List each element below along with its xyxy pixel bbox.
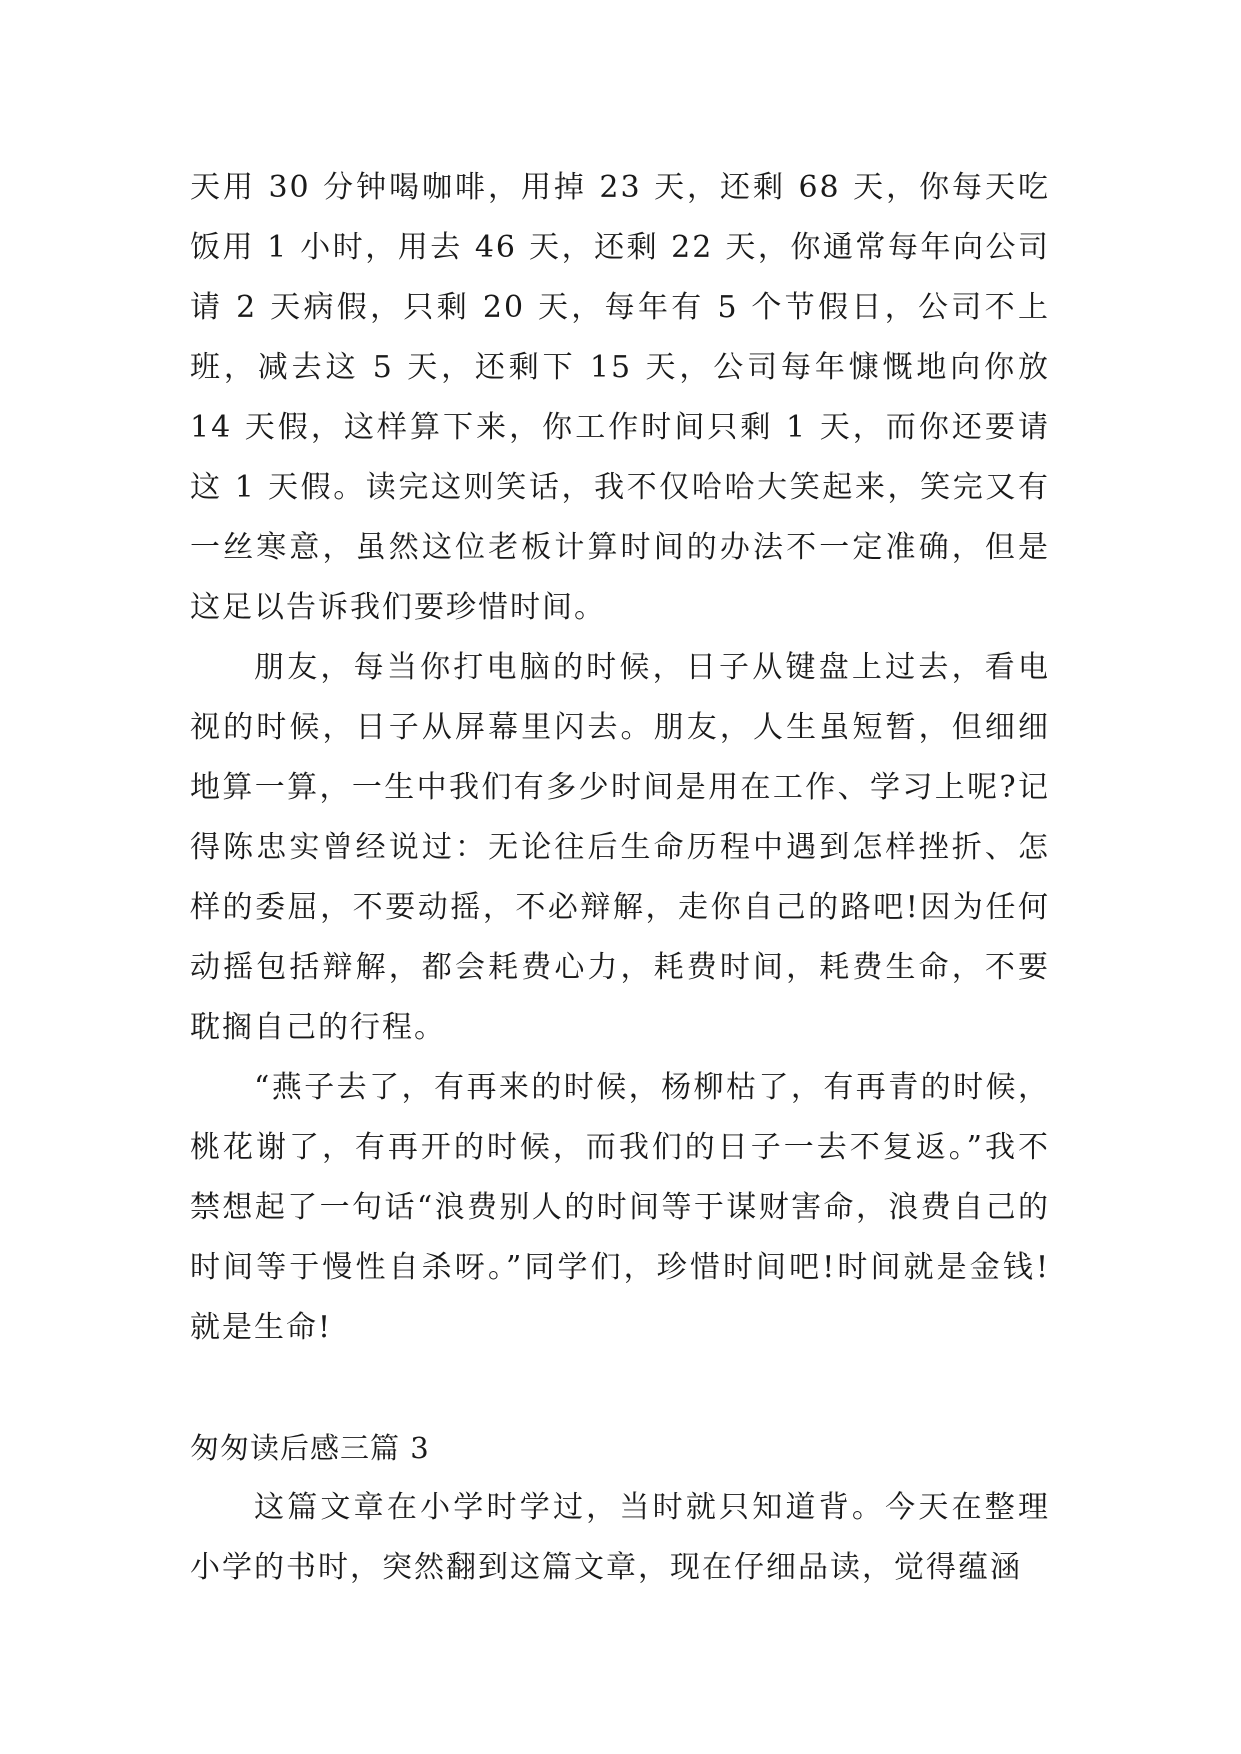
paragraph-continued: 天用 30 分钟喝咖啡，用掉 23 天，还剩 68 天，你每天吃饭用 1 小时，用去 46 天，还剩 22 天，你通常每年向公司请 2 天病假，只剩 20 天，每年有 5 个节假日，公司不上班，减去这 5 天，还剩下 15 天，公司每年慷慨地向你放 14 天假，这样算下来，你工作时间只剩 1 天，而你还要请这 1 天假。读完这则笑话，我不仅哈哈大笑起来，笑完又有一丝寒意，虽然这位老板计算时间的办法不一定准确，但是这足以告诉我们要珍惜时间。 [190, 170, 1062, 625]
section-heading: 匆匆读后感三篇 3 [190, 1431, 430, 1465]
paragraph-quote: “燕子去了，有再来的时候，杨柳枯了，有再青的时候，桃花谢了，有再开的时候，而我们的日子一去不复返。”我不禁想起了一句话“浪费别人的时间等于谋财害命，浪费自己的时间等于慢性自杀呀。”同学们，珍惜时间吧!时间就是金钱!就是生命! [190, 1070, 1050, 1345]
document-body [190, 158, 1062, 1598]
paragraph-section-start: 这篇文章在小学时学过，当时就只知道背。今天在整理小学的书时，突然翻到这篇文章，现在仔细品读，觉得蕴涵 [190, 1490, 1050, 1585]
paragraph-friend: 朋友，每当你打电脑的时候，日子从键盘上过去，看电视的时候，日子从屏幕里闪去。朋友，人生虽短暂，但细细地算一算，一生中我们有多少时间是用在工作、学习上呢?记得陈忠实曾经说过：无论往后生命历程中遇到怎样挫折、怎样的委屈，不要动摇，不必辩解，走你自己的路吧!因为任何动摇包括辩解，都会耗费心力，耗费时间，耗费生命，不要耽搁自己的行程。 [190, 650, 1050, 1045]
